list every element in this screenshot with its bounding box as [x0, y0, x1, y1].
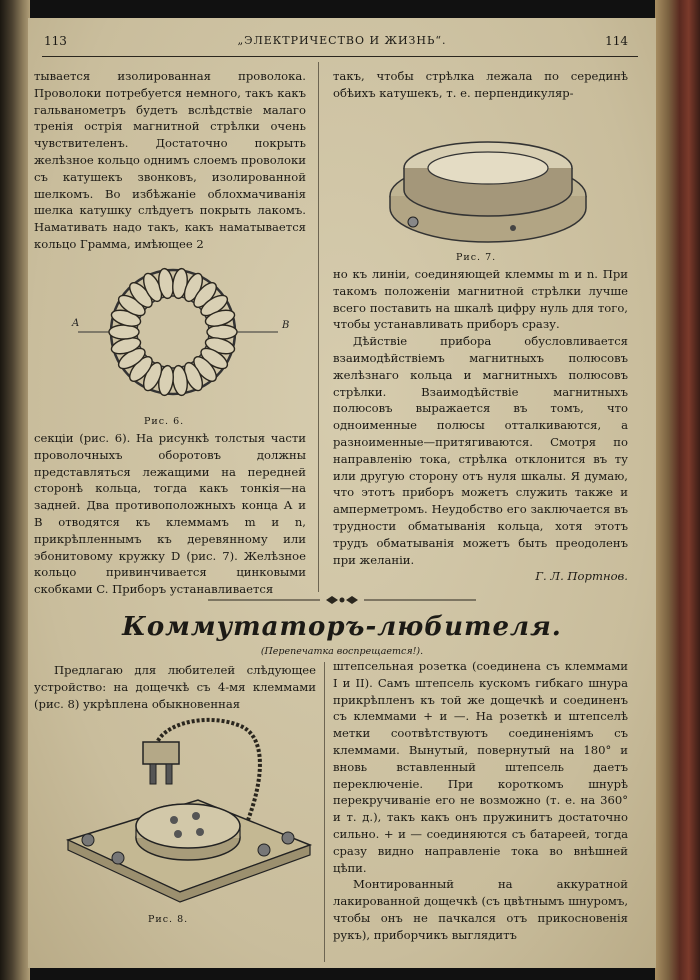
column-right	[333, 68, 628, 102]
figure-6-caption: Рис. 6.	[144, 416, 185, 427]
coil-winding	[207, 325, 237, 339]
coil-winding	[109, 325, 139, 339]
column-divider-second	[324, 662, 325, 962]
figure-6-toroid-illustration	[68, 250, 298, 422]
article-text: Предлагаю для любителей слѣдующее устройство: на дощечкѣ съ 4-мя клеммами (рис. 8) укрѣплена обыкновенная	[34, 663, 316, 711]
column-right-second-article	[333, 658, 628, 944]
journal-title: „ЭЛЕКТРИЧЕСТВО И ЖИЗНЬ“.	[237, 34, 447, 47]
header-rule	[42, 56, 638, 57]
article-text: но къ линіи, соединяющей клеммы m и n. При такомъ положеніи магнитной стрѣлки лучше всего поставить на шкалѣ цифру нуль для того, чтобы устанавливать приборъ сразу.	[333, 267, 628, 332]
figure-label-b: B	[282, 320, 290, 331]
book-binding-left	[0, 0, 30, 980]
article-text: штепсельная розетка (соединена съ клеммами I и II). Самъ штепсель кускомъ гибкаго шнура прикрѣпленъ къ той же дощечкѣ и соединенъ съ клеммами + и —. На розеткѣ и штепселѣ метки соотвѣтствуютъ соединеніямъ съ клеммами. Вынутый, повернутый на 180° и вновь вставленный штепсель даетъ переключеніе. При короткомъ шнурѣ перекручиваніе его не возможно (т. е. на 360° и т. д.), такъ какъ онъ пружинитъ достаточно сильно. + и — соединяются съ батареей, тогда сразу видно направленіе тока во внѣшней цѣпи.	[333, 659, 628, 875]
running-header	[28, 34, 656, 54]
column-left-continued	[34, 430, 306, 598]
author-signature: Г. Л. Портнов.	[535, 569, 628, 584]
column-right-continued	[333, 266, 628, 585]
column-left-second-article	[34, 662, 316, 712]
page-number-right: 114	[605, 34, 628, 48]
column-divider	[318, 62, 319, 592]
book-page	[28, 18, 656, 968]
article-paragraph: Монтированный на аккуратной лакированной дощечкѣ (съ цвѣтнымъ шнуромъ, чтобы онъ не пачкался отъ прикосновенія рукъ), приборчикъ выглядитъ	[333, 877, 628, 942]
article-text: такъ, чтобы стрѣлка лежала по серединѣ обѣихъ катушекъ, т. е. перпендикуляр-	[333, 69, 628, 100]
page-number-left: 113	[44, 34, 67, 48]
column-left	[34, 68, 306, 253]
article-text: тывается изолированная проволока. Проволоки потребуется немного, такъ какъ гальванометръ будетъ вслѣдствіе малаго тренія острія магнитной стрѣлки очень чувствителенъ. Достаточно покрыть желѣзное кольцо однимъ слоемъ проволоки съ катушекъ звонковъ, изолированной шелкомъ. Во избѣжаніе облохмачиванія шелка катушку слѣдуетъ покрыть лакомъ. Намативать надо такъ, какъ наматывается кольцо Грамма, имѣющее 2	[34, 69, 306, 251]
reprint-notice: (Перепечатка воспрещается!).	[260, 646, 424, 657]
book-binding-right	[655, 0, 700, 980]
figure-8-caption: Рис. 8.	[148, 914, 189, 925]
figure-7-caption: Рис. 7.	[456, 252, 497, 263]
section-ornament	[208, 594, 476, 606]
figure-7-galvanometer-illustration	[383, 128, 593, 248]
figure-8-commutator-illustration	[48, 710, 318, 910]
figure-label-a: A	[72, 318, 80, 329]
article-title: Коммутаторъ-любителя.	[122, 612, 562, 642]
article-paragraph: Дѣйствіе прибора обусловливается взаимодѣйствіемъ магнитныхъ полюсовъ желѣзнаго кольца и магнитныхъ полюсовъ стрѣлки. Взаимодѣйствіе магнитныхъ полюсовъ выражается въ томъ, что одноименные полюсы отталкиваются, а разноименные—притягиваются. Смотря по направленію тока, стрѣлка отклонится въ ту или другую сторону отъ нуля шкалы. Я думаю, что этотъ приборъ можетъ служить также и амперметромъ. Неудобство его заключается въ трудности обматыванія кольца, хотя этотъ трудъ обматыванія можетъ быть преодоленъ при желаніи.	[333, 334, 628, 567]
article-text: секціи (рис. 6). На рисункѣ толстыя части проволочныхъ оборотовъ должны представляться лежащими на передней сторонѣ кольца, тогда какъ тонкія—на задней. Два противоположныхъ конца A и B отводятся къ клеммамъ m и n, прикрѣпленнымъ къ деревянному или эбонитовому кружку D (рис. 7). Желѣзное кольцо привинчивается цинковыми скобками C. Приборъ устанавливается	[34, 431, 306, 597]
